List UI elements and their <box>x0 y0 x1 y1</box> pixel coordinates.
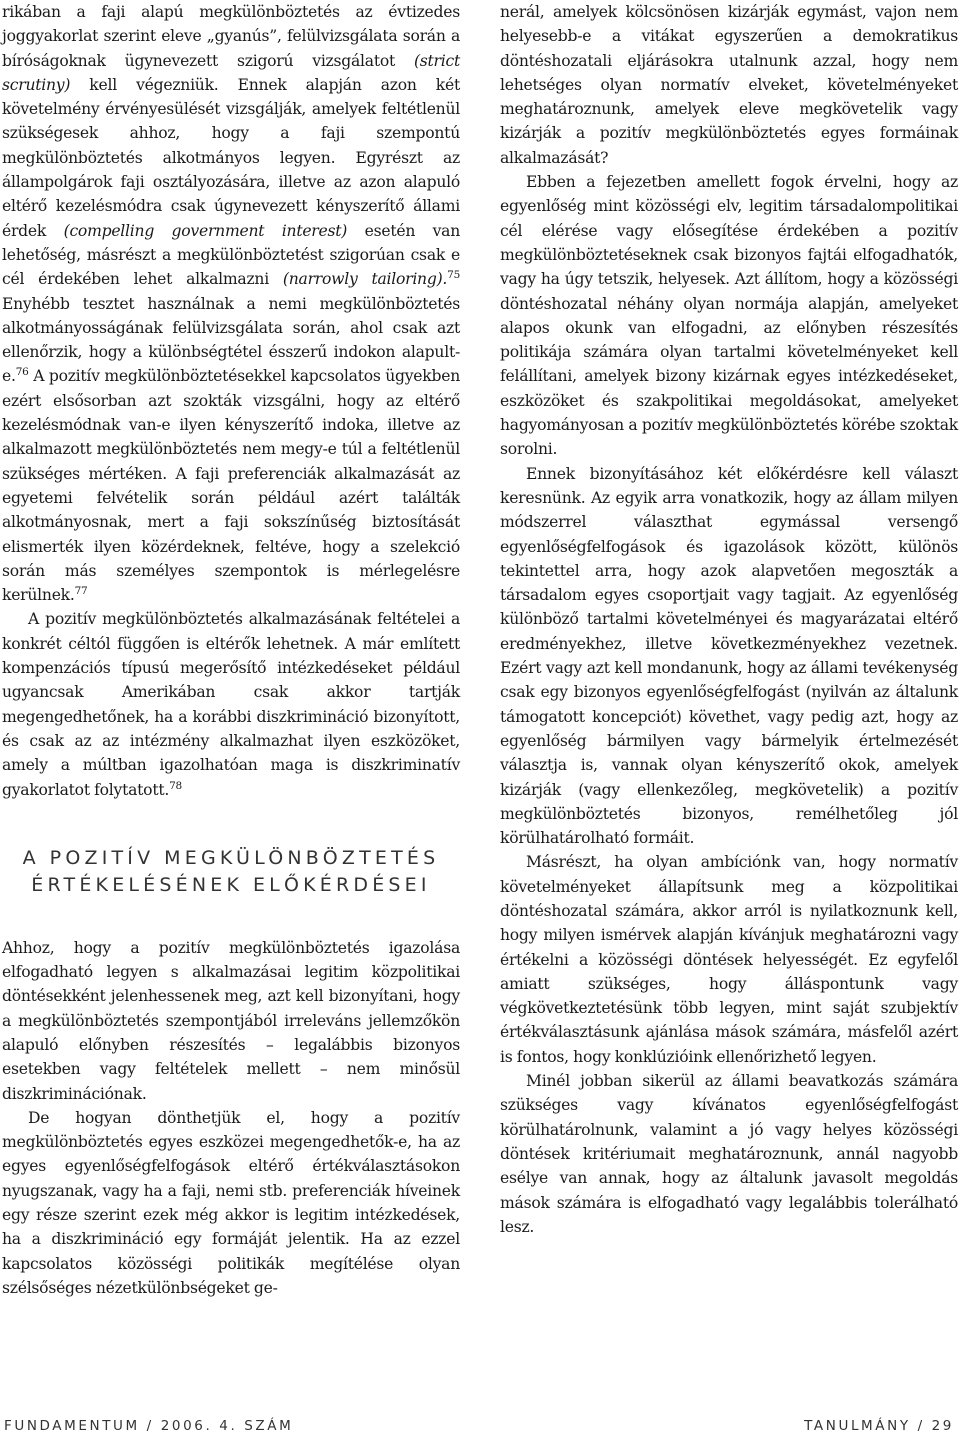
footnote-ref-77[interactable]: 77 <box>74 585 88 598</box>
paragraph: Minél jobban sikerül az állami beavatkozás számára szükséges vagy kívánatos egyenlőségfelfogást körülhatárolnunk, valamint a jó vagy helyes közösségi döntések kritériumait meghatároznunk, annál nagyobb esélye van annak, hogy az általunk javasolt megoldás mások számára is elfogadható vagy legalábbis tolerálható lesz. <box>500 1072 958 1236</box>
left-column <box>2 0 460 1300</box>
paragraph: A pozitív megkülönböztetés alkalmazásának feltételei a konkrét céltól függően is eltérők lehetnek. A már említett kompenzációs típusú megerősítő intézkedéseket például ugyancsak Amerikában csak akkor tartják megengedhetőnek, ha a korábbi diszkrimináció bizonyított, és csak az az intézmény alkalmazhat ilyen eszközöket, amely a múltban igazolhatóan maga is diszkriminatív gyakorlatot folytatott.$^{78}$ <box>2 610 460 799</box>
paragraph: Másrészt, ha olyan ambíciónk van, hogy normatív követelményeket állapítsunk meg a közpolitikai döntéshozatal számára, akkor arról is nyilatkoznunk kell, hogy milyen ismérvek alapján kívánjuk meghatározni vagy értékelni a közösségi döntések helyességét. Ez egyfelől amiatt szükséges, hogy álláspontunk vagy végkövetkeztetésünk több legyen, mint saját szubjektív értékválasztásunk ajánlása mások számára, másfelől azért is fontos, hogy konklúzióink ellenőrizhető legyen. <box>500 853 958 1066</box>
section-heading-line-2: ÉRTÉKELÉSÉNEK ELŐKÉRDÉSEI <box>31 873 431 896</box>
section-heading-line-1: A POZITÍV MEGKÜLÖNBÖZTETÉS <box>22 846 440 869</box>
paragraph: Ennek bizonyításához két előkérdésre kell választ keresnünk. Az egyik arra vonatkozik, hogy az állam milyen módszerrel választhat egymással versengő egyenlőségfelfogások és igazolások között, különös tekintettel arra, hogy azok alapvetően megoszták a társadalom egyes csoportjait vagy tagjait. Az egyenlőség különböző tartalmi követelményei és magyarázatai eltérő eredményekhez, illetve következményekhez vezetnek. Ezért vagy azt kell mondanunk, hogy az állami tevékenység csak egy bizonyos egyenlőségfelfogást (nyilván az általunk támogatott koncepciót) követhet, vagy pedig azt, hogy az egyenlőség bármilyen vagy bármelyik értelmezését választja is, vannak olyan kényszerítő okok, amelyek kizárják (vagy ellenkezőleg, megkövetelik) a pozitív megkülönböztetés bizonyos, remélhetőleg jól körülhatárolható formáit. <box>500 464 958 848</box>
paragraph: Ahhoz, hogy a pozitív megkülönböztetés igazolása elfogadható legyen s alkalmazásai legitim közpolitikai döntésekként jelenhessenek meg, azt kell bizonyítani, hogy a megkülönböztetés szempontjából irreleváns jellemzőkön alapuló előnyben részesítés – legalábbis bizonyos esetekben vagy feltételek mellett – nem minősül diszkriminációnak. <box>2 938 460 1103</box>
footnote-ref-75[interactable]: 75 <box>447 269 461 282</box>
section-heading <box>2 845 460 899</box>
right-column <box>500 0 958 1239</box>
footnote-ref-76[interactable]: 76 <box>15 366 29 379</box>
paragraph: rikában a faji alapú megkülönböztetés az évtizedes joggyakorlat szerint eleve „gyanús”, felülvizsgálata során a bíróságoknak ügynevezett szigorú vizsgálatot (strict scrutiny) kell végezniük. Ennek alapján azon két követelmény érvényesülését vizsgálják, amelyek feltétlenül szükségesek ahhoz, hogy a faji szempontú megkülönböztetés alkotmányos legyen. Egyrészt az állampolgárok faji osztályozására, illetve az azon alapuló eltérő kezelésmódra csak úgynevezett kényszerítő állami érdek (compelling government interest) esetén van lehetőség, másrészt a megkülönböztetést szigorúan csak e cél érdekében lehet alkalmazni (narrowly tailoring).$^{75}$ Enyhébb tesztet használnak a nemi megkülönböztetés alkotmányosságának felülvizsgálata során, ahol csak azt ellenőrzik, hogy a különbségtétel ésszerű indokon alapult-e.$^{76}$ A pozitív megkülönböztetésekkel kapcsolatos ügyekben ezért elsősorban azt szokták vizsgálni, hogy az eltérő kezelésmódnak van-e ilyen kényszerítő indoka, illetve az alkalmazott megkülönböztetés nem megy-e túl a feltétlenül szükséges mértéken. A faji preferenciák alkalmazását az egyetemi felvételik során például azért találták alkotmányosnak, mert a faji sokszínűség biztosítását elismerték ilyen közérdeknek, feltéve, hogy a szelekció során más személyes szempontok is mérlegelésre kerülnek.$^{77}$ <box>2 3 461 605</box>
footnote-ref-78[interactable]: 78 <box>169 779 182 792</box>
paragraph: Ebben a fejezetben amellett fogok érvelni, hogy az egyenlőség mint közösségi elv, legitim társadalompolitikai cél elérése vagy elősegítése érdekében a pozitív megkülönböztetéseknek csak bizonyos fajtái elfogadhatók, vagy ha úgy tetszik, helyesek. Azt állítom, hogy a közösségi döntéshozatal néhány olyan normája alapján, amelyeket alapos okunk van elfogadni, az előnyben részesítés politikája számára olyan tartalmi követelményeket kell felállítani, amelyek bizony kizárnak egyes intézkedéseket, eszközöket és szakpolitikai megoldásokat, amelyeket hagyományosan a pozitív megkülönböztetés körébe szoktak sorolni. <box>500 173 958 459</box>
paragraph: De hogyan dönthetjük el, hogy a pozitív megkülönböztetés egyes eszközei megengedhetők-e, ha az egyes egyenlőségfelfogások eltérő értékválasztásokon nyugszanak, vagy ha a faji, nemi stb. preferenciák híveinek egy része szerint ezek még akkor is legitim intézkedések, ha a diszkrimináció egy formáját jelentik. Ha az ezzel kapcsolatos közösségi politikák megítélése olyan szélsőséges nézetkülönbségeket ge- <box>2 1108 460 1297</box>
footer-journal: FUNDAMENTUM / 2006. 4. SZÁM <box>4 1418 294 1434</box>
footer-page-number: TANULMÁNY / 29 <box>804 1418 954 1434</box>
paragraph: nerál, amelyek kölcsönösen kizárják egymást, vajon nem helyesebb-e a vitákat egyszerűen a demokratikus döntéshozatali eljárásokra utalnunk azzal, hogy nem lehetséges olyan normatív elveket, követelményeket meghatároznunk, amelyek eleve megkövetelik vagy kizárják a pozitív megkülönböztetés egyes formáinak alkalmazását? <box>500 3 958 167</box>
